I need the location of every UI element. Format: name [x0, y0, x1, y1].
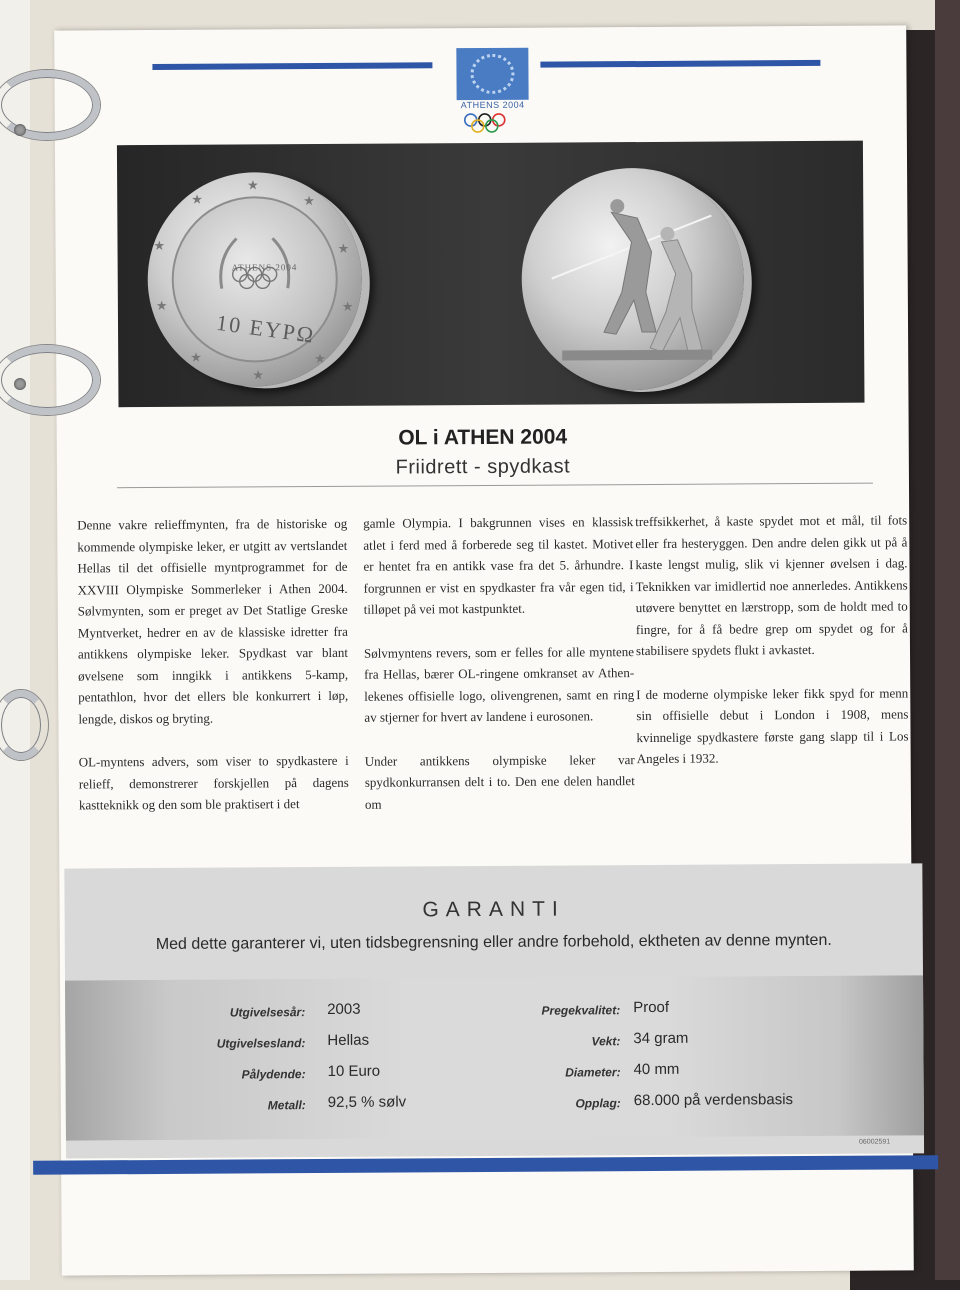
spec-label: Opplag: [575, 1096, 621, 1111]
star-icon: ★ [247, 178, 259, 194]
spec-label: Utgivelsesår: [229, 1005, 306, 1020]
spec-value: 92,5 % sølv [327, 1093, 407, 1111]
spec-label: Metall: [267, 1098, 306, 1113]
binder-ring-bottom [0, 690, 48, 760]
guarantee-title: GARANTI [422, 897, 565, 922]
page-subtitle: Friidrett - spydkast [395, 455, 571, 479]
paragraph: Sølvmyntens revers, som er felles for alle myntene fra Hellas, bærer OL-ringene omkranset av Athen-lekenes offisielle logo, olivengrenen, samt en ring av stjerner for hvert av landene i eurosonen. [363, 643, 635, 725]
spec-value: 40 mm [633, 1060, 680, 1079]
paragraph: Denne vakre relieffmynten, fra de historiske og kommende olympiske leker, er utgitt av vertslandet Hellas til det offisielle myntprogrammet for de XXVIII Olympiske Sommerleker i Athen 2004. Sølvmynten, som er preget av Det Statlige Greske Myntverket, hedrer en av de klassiske idretter fra antikkens olympiske leker. Spydkast var blant øvelsene som inngikk i antikkens 5-kamp, pentathlon, hvor det ellers ble konkurrert i løp, lengde, diskos og bryting. [77, 515, 349, 726]
coin-inscription: ATHENS 2004 [231, 262, 298, 273]
star-icon: ★ [252, 368, 265, 384]
text-column-1 [77, 513, 349, 838]
specs-panel [65, 975, 924, 1140]
title-divider [117, 483, 873, 489]
olympic-rings-icon [461, 112, 525, 134]
paragraph: gamle Olympia. I bakgrunnen vises en klassisk atlet i ferd med å forberede seg til kastet. Motivet er hentet fra en antikk vase fra det 5. århundre. I forgrunnen er vist en spydkaster fra vår egen tid, i tilløpet på vei mot kastpunktet. [363, 514, 634, 617]
coin-photo-panel [117, 141, 865, 408]
logo-text: ATHENS 2004 [460, 99, 525, 111]
binder-edge [935, 0, 960, 1280]
spec-value: 68.000 på verdensbasis [633, 1091, 794, 1110]
star-icon: ★ [337, 241, 350, 257]
punch-hole [14, 378, 26, 390]
guarantee-text: Med dette garanterer vi, uten tidsbegrensning eller andre forbehold, ektheten av denne mynten. [155, 931, 832, 954]
star-icon: ★ [303, 194, 315, 210]
header-bar-left [152, 62, 432, 70]
underlying-page [0, 0, 30, 1280]
punch-hole [14, 124, 26, 136]
star-icon: ★ [155, 298, 168, 314]
athens-2004-logo [456, 48, 528, 100]
coin-reverse [147, 172, 362, 387]
paragraph: I de moderne olympiske leker fikk spyd for menn sin offisielle debut i London i 1908, mens kvinnelige spydkastere første gang slapp til i Los Angeles i 1932. [636, 684, 909, 767]
spec-label: Diameter: [565, 1065, 621, 1080]
spec-label: Pregekvalitet: [541, 1003, 621, 1018]
text-column-3 [635, 509, 909, 791]
serial-number: 06002591 [858, 1138, 891, 1146]
footer-bar [33, 1155, 938, 1175]
javelin-throwers-relief [541, 182, 728, 379]
paragraph: Under antikkens olympiske leker var spydkonkurransen delt i to. Den ene delen handlet om [364, 751, 635, 812]
olive-wreath-icon [470, 54, 514, 94]
coin-denomination: 10 ΕΥΡΩ [214, 309, 317, 348]
spec-value: 2003 [327, 1000, 361, 1018]
page-title: OL i ATHEN 2004 [398, 425, 568, 450]
guarantee-panel [64, 863, 924, 1158]
coin-obverse [521, 167, 744, 390]
star-icon: ★ [341, 299, 354, 315]
star-icon: ★ [314, 351, 326, 368]
spec-label: Pålydende: [241, 1067, 306, 1082]
star-icon: ★ [190, 350, 202, 366]
paragraph: OL-myntens advers, som viser to spydkastere i relieff, demonstrerer forskjellen på dagens kastteknikk og den som ble praktisert i det [78, 752, 349, 813]
text-column-2 [363, 511, 635, 837]
spec-value: Hellas [327, 1031, 370, 1049]
paragraph: treffsikkerhet, å kaste spydet mot et mål, til fots eller fra hesteryggen. Den andre delen gikk ut på å kaste lengst mulig, slik vi kjenner øvelsen i dag. Teknikken var imidlertid noe annerledes. Antikkens utøvere benyttet en lærstropp, som de holdt med to fingre, for å få bedre grep om spydet og for å stabilisere spydets flukt i avkastet. [635, 512, 908, 659]
spec-label: Utgivelsesland: [216, 1036, 306, 1051]
spec-value: 34 gram [633, 1029, 689, 1048]
coin-reverse-field [171, 196, 338, 363]
star-icon: ★ [191, 192, 203, 208]
spec-label: Vekt: [591, 1034, 621, 1049]
spec-value: 10 Euro [327, 1062, 381, 1080]
spec-value: Proof [633, 998, 670, 1017]
album-page [54, 25, 914, 1275]
star-icon: ★ [153, 238, 166, 255]
header-bar-right [540, 60, 820, 68]
